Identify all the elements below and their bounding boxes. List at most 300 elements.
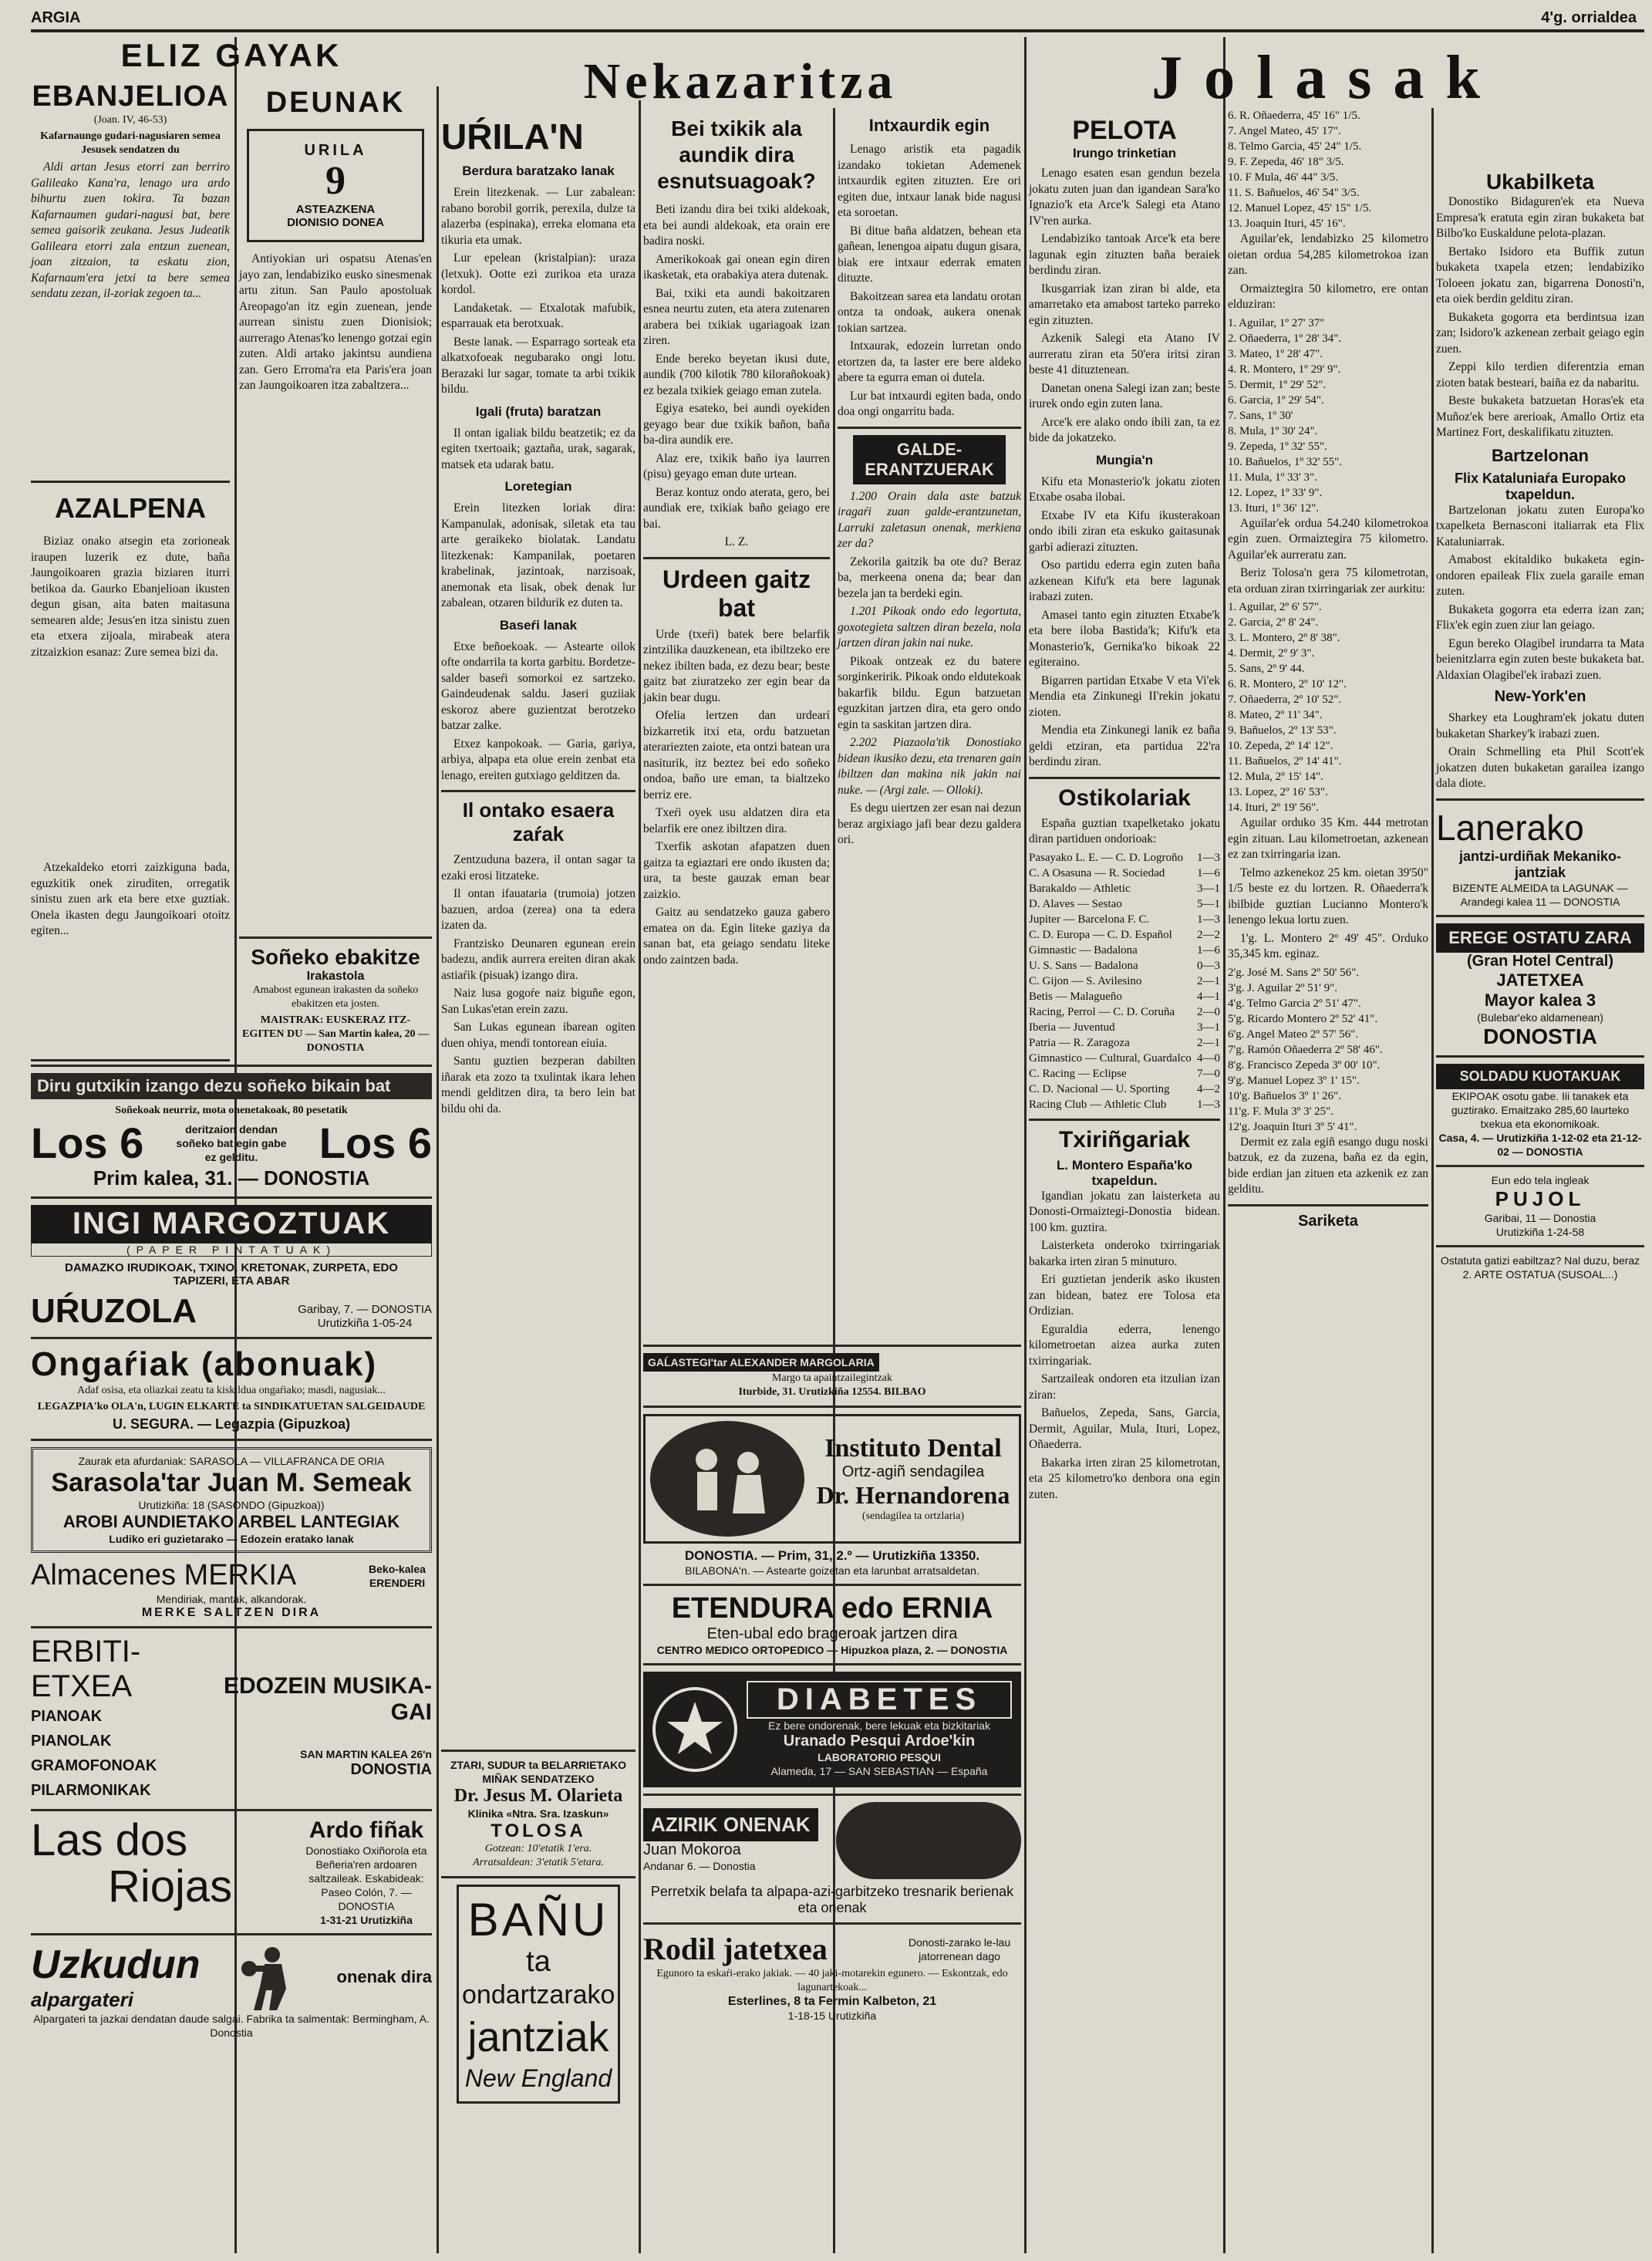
diru-ad-middle: deritzaion dendan soñeko bat egin gabe ez gelditu. [176, 1123, 287, 1163]
rodil-title: Rodil jatetxea [643, 1932, 828, 1966]
bei-text-6: Alaz ere, txikik baño iya laurren (pisu) geyago eman dute urtean. [643, 451, 830, 481]
diru-ad-title: Diru gutxikin izango dezu soñeko bikain bat [31, 1073, 432, 1099]
uruzola-row [31, 1292, 432, 1331]
mungia-text-4: Amasei tanto egin zituzten Etxabe'k eta bere iloba Bastida'k; Kifu'k eta Monasterio'k, Gernika'ko bikoak 22 egiteraino. [1029, 608, 1220, 669]
divider [441, 790, 636, 792]
etendura-title: ETENDURA edo ERNIA [671, 1592, 993, 1625]
azirik-title: AZIRIK ONENAK [643, 1808, 818, 1841]
rodil-address: Esterlines, 8 ta Fermin Kalbeton, 21 [727, 1995, 937, 2008]
dental-subtitle: Ortz-agiñ sendagilea [841, 1463, 985, 1480]
semeak-ad [31, 1447, 432, 1553]
ukab-text-9: Egun bereko Olagibel irundarra ta Mata beienitzlarra egin zuten beste bukaketa bat. Aldaxian Olagibel'ek irabazi zuen. [1436, 636, 1644, 682]
urila-section-4: Baseŕi lanak [499, 617, 578, 633]
result-score: 4—2 [1197, 1082, 1220, 1095]
mungia-title: Mungia'n [1096, 452, 1153, 467]
erege-city: DONOSTIA [1483, 1024, 1597, 1048]
divider [31, 1065, 432, 1067]
results-section-1: Ormaiztegira 50 kilometro, ere ontan elduziran: [1228, 282, 1428, 311]
semeak-name: Sarasola'tar Juan M. Semeak [51, 1468, 412, 1497]
azalpena-text: Biziaz onako atsegin eta zorioneak iraupen luzerik ez dute, baña Jaungoikoaren grazia biziaren iturri betikoa da. Gaurko Ebanjelioan ikusten degun gisan, aita baten maitasuna semearen alde; Jesus'en itza sinistu zuen eta etxera zijoala, mirabeak atera zitzaizkion esanaz: Zure semea bizi da. [31, 535, 230, 659]
txirr-text-4: Eguraldia ederra, lenengo kilometroetan aizea aurka zuten txirringariak. [1029, 1322, 1220, 1368]
azirik-left [643, 1808, 818, 1873]
deunak-text: Antiyokian uri ospatsu Atenas'en jayo zan, lendabiziko eusko sinesmenak artu zitun. San Paulo apostoluak Areopago'an itz egin zuenean, jende aurrean sinistu zuen Dionisiok; aurrerago Atenas'ko lenengo gotzai egin zuten. Aldi artako jakintsu aundiena zan. Gero Erroma'ra eta Paris'era joan zan Jaungoikoaren itza zabaltzera... [239, 252, 432, 392]
result-entry: 10'g. Bañuelos 3º 1' 26". [1228, 1089, 1342, 1102]
result-row [1029, 1051, 1220, 1066]
pelota-text-5: Danetan onena Salegi izan zan; beste irurek ondo egin zuten lana. [1029, 381, 1220, 410]
result-entry: 11. Bañuelos, 2º 14' 41". [1228, 755, 1342, 768]
intxaurdik-title: Intxaurdik egin [868, 116, 990, 135]
divider [1436, 1055, 1644, 1058]
uruzola-address: Garibay, 7. — DONOSTIA [298, 1303, 432, 1316]
result-entry: 3. Mateo, 1º 28' 47". [1228, 347, 1323, 360]
divider [838, 427, 1021, 429]
deunak-title: DEUNAK [265, 86, 406, 119]
result-score: 1—6 [1197, 866, 1220, 879]
uruzola-contact [298, 1303, 432, 1331]
result-score: 3—1 [1197, 882, 1220, 895]
result-score: 1—3 [1197, 851, 1220, 864]
divider [1436, 798, 1644, 801]
erbiti-right [214, 1635, 432, 1779]
soldadu-address: Casa, 4. — Urutizkiña 1-12-02 eta 21-12-02 — DONOSTIA [1438, 1131, 1642, 1158]
txirr-text-5: Sartzaileak ondoren eta itzulian izan ziran: [1029, 1372, 1220, 1402]
txirringariak-subtitle: L. Montero España'ko txapeldun. [1057, 1157, 1192, 1188]
result-entry: 10. F Mula, 46' 44" 3/5. [1228, 171, 1338, 184]
galdera-title: GALDE-ERANTZUERAK [853, 435, 1006, 484]
erbiti-ad [31, 1635, 432, 1803]
jolasak-banner-wrap [1041, 43, 1612, 113]
bei-txikik-title: Bei txikik ala aundik dira esnutsuagoak? [657, 116, 816, 193]
intx-text-4: Intxaurak, edozein lurretan ondo etortzen da, ta laster ere bere aldeko abere ta egurra eman oi dutela. [838, 339, 1021, 384]
divider [1029, 1119, 1220, 1121]
bei-text-4: Ende bereko beyetan ikusi dute, aundik (700 kilotik 780 kilorañokoak) ez bezala txikiek geiago eman zutela. [643, 352, 830, 397]
ukab-text-11: Orain Schmelling eta Phil Scott'ek jokatzen duten bukaketan garailea izango dala diote. [1436, 745, 1644, 790]
result-score: 2—2 [1197, 928, 1220, 941]
result-entry: 11. S. Bañuelos, 46' 54" 3/5. [1228, 187, 1360, 199]
pelota-title: PELOTA [1072, 116, 1177, 145]
esaera-2: Il ontan ifauataria (trumoia) jotzen bazuen, ardoa (zerea) ona ta edera izaten da. [441, 887, 636, 932]
result-match: Pasayako L. E. — C. D. Logroño [1029, 851, 1183, 864]
azirik-address: Andanar 6. — Donostia [643, 1860, 756, 1872]
result-entry: 9'g. Manuel Lopez 3º 1' 15". [1228, 1074, 1360, 1087]
dental-ad [643, 1414, 1021, 1544]
result-entry: 7. Angel Mateo, 45' 17". [1228, 125, 1341, 137]
azirik-ad [643, 1802, 1021, 1879]
uzkudun-subtitle: alpargateri [31, 1988, 133, 2011]
lanerako-subtitle: jantzi-urdiñak Mekaniko-jantziak [1458, 848, 1622, 880]
result-entry: 8. Mula, 1º 30' 24". [1228, 424, 1318, 437]
left-ads-block [31, 1058, 432, 2040]
result-entry: 12. Mula, 2º 15' 14". [1228, 771, 1323, 783]
diabetes-text [747, 1681, 1012, 1778]
sari-banaketa-title: Sariketa [1298, 1212, 1358, 1230]
riojas-phone: 1-31-21 Urutizkiña [320, 1914, 413, 1926]
result-entry: 3. L. Montero, 2º 8' 38". [1228, 632, 1340, 644]
riojas-left [31, 1817, 232, 1927]
result-entry: 4. Dermit, 2º 9' 3". [1228, 647, 1315, 660]
result-row [1029, 927, 1220, 943]
txirr-text-6: Bakarka irten ziran 25 kilometrotan, eta 25 kilometro'ko denbora ona egin zuten. [1029, 1456, 1220, 1501]
erbiti-item-4: PILARMONIKAK [31, 1782, 151, 1799]
erbiti-address: SAN MARTIN KALEA 26'n [300, 1748, 432, 1760]
seed-machine-illustration [836, 1802, 1021, 1879]
result-row [1029, 881, 1220, 896]
pelota-text-1: Lenago esaten esan gendun bezela jokatu zuten juan dan igandean Sara'ko Ignazio'k eta Arce'k Salegi eta Atano IV'ren aurka. [1029, 167, 1220, 228]
galdera-a2: Pikoak ontzeak ez du batere sorginkeririk. Pikoak ondo eldutekoak bakarfik bildu. Egun batzuetan eguzkitan jartzen dira, eta gero ondo egin ta saskitan jartzen dira. [838, 654, 1021, 731]
semeak-phone: Urutizkiña: 18 (SASONDO (Gipuzkoa)) [138, 1499, 325, 1511]
result-entry: 4. R. Montero, 1º 29' 9". [1228, 363, 1341, 376]
result-match: Barakaldo — Athletic [1029, 882, 1131, 895]
erbiti-tagline: EDOZEIN MUSIKA-GAI [224, 1673, 432, 1725]
divider [643, 1663, 1021, 1665]
bei-text-1: Beti izandu dira bei txiki aldekoak, eta bei aundi aldekoak, eta orain ere badira noski. [643, 203, 830, 248]
running-header [31, 2, 1644, 32]
semeak-top: Zaurak eta afurdaniak: SARASOLA — VILLAFRANCA DE ORIA [78, 1455, 385, 1467]
result-row [1029, 850, 1220, 866]
ukab-text-2: Bertako Isidoro eta Buffik zutun bukaketa txapela etzen; lendabiziko Toloeen jokatu zan, bigarrena Donosti'n, eta oiek berdin gelditu ziran. [1436, 245, 1644, 305]
result-match: Gimnastico — Cultural, Guardalco [1029, 1051, 1192, 1065]
results-text-6: 1'g. L. Montero 2º 49' 45". Orduko 35,345 km. eginaz. [1228, 931, 1428, 960]
divider [643, 1345, 1021, 1347]
urila-text-6: Erein litezken loriak dira: Kampanulak, adonisak, siletak eta tau arte geraikeko biolatak. Landatu litezkenak: Kampanilak, poetaren krabelinak, jazintoak, narzisoak, anemonak eta lisak, obek denak lur zabalean, otzaren bildurik ez duten ta. [441, 501, 636, 609]
result-entry: 8. Mateo, 2º 11' 34". [1228, 709, 1323, 721]
result-row [1029, 974, 1220, 989]
ukab-text-6: Bartzelonan jokatu zuten Europa'ko txapelketa Bernasconi italiarrak eta Flix Kataluniarrak. [1436, 503, 1644, 548]
galdera-q3: 2.202 Piazaola'tik Donostiako bidean ikusiko dezu, eta trenaren gain ibiltzen dan makina nik jakin nai nuke. — (Argi zale. — Olloki). [838, 736, 1021, 797]
dental-note: (sendagilea ta ortzlaria) [861, 1510, 965, 1522]
results-list-2 [1228, 599, 1428, 815]
result-row [1029, 896, 1220, 912]
result-entry: 12'g. Joaquin Ituri 3º 5' 41". [1228, 1120, 1357, 1133]
urila-text-8: Etxez kanpokoak. — Garia, gariya, arbiya, alpapa eta olue erein zenbat eta lenago, ereiten gutxiago gelditzen da. [441, 737, 636, 782]
result-entry: 12. Manuel Lopez, 45' 15" 1/5. [1228, 202, 1372, 214]
txirr-text-3: Eri guztietan jenderik asko ikusten zan bidean, batez ere Tolosa eta Ordizian. [1029, 1273, 1220, 1318]
lanerako-title: Lanerako [1436, 807, 1584, 848]
bottom-right-line: Ostatuta gatizi eabiltzaz? Nal duzu, beraz 2. ARTE OSTATUA (SUSOAL...) [1440, 1254, 1640, 1281]
result-row [1029, 1082, 1220, 1097]
esaera-3: Frantzisko Deunaren egunean erein badezu, andik aurrera ereiten diran akak astiaŕik (pisuak) izango dira. [441, 936, 636, 982]
txirr-text-2: Laisterketa onderoko txirringariak bakarka irten ziran 5 minuturo. [1029, 1239, 1220, 1268]
banu-ad [457, 1885, 620, 2104]
esaera-1: Zentzuduna bazera, il ontan sagar ta ezaki erosi litzateke. [441, 853, 636, 882]
result-entry: 2. Oñaederra, 1º 28' 34". [1228, 332, 1342, 345]
bei-text-5: Egiya esateko, bei aundi oyekiden geyago bear due txikik bañon, baña ba-dira aundik ere. [643, 402, 830, 447]
galdera-q1: 1.200 Orain dala aste batzuk iragaŕi zuan galde-erantzunetan, Larruki zaletasun onenak, merkiena zer da? [838, 489, 1021, 550]
erege-subtitle: (Gran Hotel Central) [1466, 952, 1614, 970]
soldadu-text: EKIPOAK osotu gabe. Iii tanakek eta guztirako. Emaitzako 285,60 laurteko txekua eta ekonomikoak. [1451, 1089, 1630, 1130]
bei-signature: L. Z. [724, 535, 749, 548]
diabetes-maker: LABORATORIO PESQUI [818, 1751, 941, 1763]
boxer-icon [226, 1942, 311, 2012]
margolaria-title: GAĹASTEGI'tar ALEXANDER MARGOLARIA [643, 1353, 879, 1372]
result-entry: 13. Joaquin Ituri, 45' 16". [1228, 218, 1346, 230]
divider [441, 1876, 636, 1878]
result-entry: 6. R. Oñaederra, 45' 16" 1/5. [1228, 110, 1360, 122]
result-match: D. Alaves — Sestao [1029, 897, 1122, 910]
flix-title: Flix Kataluniaŕa Europako txapeldun. [1454, 470, 1627, 502]
result-entry: 5'g. Ricardo Montero 2º 52' 41". [1228, 1012, 1378, 1025]
result-match: Jupiter — Barcelona F. C. [1029, 913, 1150, 926]
result-row [1029, 989, 1220, 1004]
pujol-phone: Urutizkiña 1-24-58 [1495, 1225, 1585, 1238]
result-row [1029, 866, 1220, 881]
semeak-footer: Ludiko eri guzietarako — Edozein eratako lanak [109, 1533, 354, 1545]
bei-text-3: Bai, txiki eta aundi bakoitzaren esnea neurtu zuten, eta atera zutenaren arabera bei txikiak ugariagoak izan ziren. [643, 286, 830, 347]
result-row [1029, 1097, 1220, 1112]
result-entry: 11'g. F. Mula 3º 3' 25". [1228, 1105, 1333, 1118]
column-rule [1223, 37, 1226, 2253]
boxer-illustration [222, 1942, 315, 2012]
result-entry: 7. Sans, 1º 30' [1228, 409, 1293, 422]
divider [1436, 1165, 1644, 1167]
divider [31, 1439, 432, 1441]
pujol-address: Garibai, 11 — Donostia [1484, 1211, 1596, 1224]
result-score: 1—3 [1197, 913, 1220, 926]
urila-text-5: Il ontan igaliak bildu beatzetik; ez da egiten txertoaik; gaztaña, urak, sagarak, matsek eta udarak batu. [441, 426, 636, 471]
galdera-q2: 1.201 Pikoak ondo edo legortuta, goxotegieta saltzen diran bezela, nola jartzen diran jakin nai nuke. [838, 605, 1021, 650]
esaera-4: Naiz lusa gogoŕe naiz biguñe egon, San Lukas'etan erein zazu. [441, 987, 636, 1016]
ongariak-title: Ongaŕiak (abonuak) [31, 1345, 378, 1383]
result-score: 3—1 [1197, 1021, 1220, 1034]
uzkudun-footer: Alpargateri ta jazkai dendatan daude salgai. Fabrika ta salmentak: Bermingham, A. Donostia [33, 2013, 430, 2039]
banu-line-3: ondartzarako [462, 1980, 615, 2010]
merkia-title: Almacenes MERKIA [31, 1559, 297, 1591]
nekazaritza-banner: Nekazaritza [583, 53, 898, 110]
result-entry: 2'g. José M. Sans 2º 50' 56". [1228, 966, 1359, 979]
ongariak-line: Adaf osisa, eta oliazkai zeatu ta kiskildua ongaŕiako; masdi, nagusiak... [77, 1385, 386, 1396]
riojas-side: Ardo fiñak [308, 1817, 424, 1843]
dental-bilabona: BILABONA'n. — Astearte goizetan eta larunbat arratsaldetan. [685, 1564, 979, 1577]
result-entry: 5. Sans, 2º 9' 44. [1228, 663, 1305, 675]
result-score: 5—1 [1197, 897, 1220, 910]
uzkudun-side: onenak dira [336, 1966, 432, 1986]
divider [643, 557, 830, 559]
semeak-line: AROBI AUNDIETAKO ARBEL LANTEGIAK [62, 1512, 400, 1531]
result-row [1029, 1020, 1220, 1035]
urila-text-1: Erein litezkenak. — Lur zabalean: rabano borobil gorrik, perexila, dulze ta alazerba (espinaka), erreka elomana eta tikuria eta umak. [441, 186, 636, 247]
ostikolariak-title: Ostikolariak [1058, 785, 1191, 811]
divider [31, 1626, 432, 1628]
soldadu-title: SOLDADU KUOTAKUAK [1436, 1064, 1644, 1089]
urila-section-3: Loretegian [504, 479, 572, 494]
pelota-text-3: Ikusgarriak izan ziran bi alde, eta amarretako eta amabost tarteko parreko egin zituzten. [1029, 282, 1220, 327]
urila-section-2: Igali (fruta) baratzan [475, 403, 602, 419]
soneko-title: Soñeko ebakitze [251, 945, 420, 969]
results-text-2: Aguilar'ek ordua 54.240 kilometrokoa egin zuen. Ormaiztegira 75 kilometro. Aguilar'ek aurreratu zan. [1228, 516, 1428, 562]
result-match: C. D. Europa — C. D. Español [1029, 928, 1172, 941]
result-score: 2—1 [1197, 974, 1220, 987]
galdera-a3: Es degu uiertzen zer esan nai dezun beraz argixiago jafi bear dezu galdera ori. [838, 801, 1021, 846]
result-entry: 10. Zepeda, 2º 14' 12". [1228, 740, 1333, 752]
riojas-title-2: Riojas [108, 1861, 233, 1912]
result-entry: 9. Zepeda, 1º 32' 55". [1228, 440, 1327, 453]
riojas-title-1: Las dos [31, 1815, 188, 1865]
saint-calendar-box [247, 129, 424, 242]
result-match: Racing Club — Athletic Club [1029, 1098, 1167, 1111]
txirr-names: Bañuelos, Zepeda, Sans, Garcia, Dermit, Aguilar, Mula, Ituri, Lopez, Oñaederra. [1029, 1406, 1220, 1451]
pelota-text-4: Azkenik Salegi eta Atano IV aurreratu ziran eta 50'era iritsi ziran beste 41 dituztenean. [1029, 332, 1220, 376]
divider [1228, 1204, 1428, 1206]
erege-street: Mayor kalea 3 [1484, 990, 1596, 1010]
result-entry: 9. F. Zepeda, 46' 18" 3/5. [1228, 156, 1344, 168]
ukab-text-3: Bukaketa gogorra eta berdintsua izan zan; Isidoro'k azkenean zerbait geiago egin zuen. [1436, 310, 1644, 356]
esaera-title: Il ontako esaera zaŕak [462, 798, 615, 845]
bei-text-7: Beraz kontuz ondo aterata, gero, bei aundiak ere, txikiak baño geiago ere bai. [643, 485, 830, 531]
uzkudun-title: Uzkudun [31, 1942, 201, 1987]
jolasak-banner: Jolasak [1151, 44, 1502, 112]
urdeen-text-4: Txerfik askotan afapatzen duen gaitza ta egiaztari ere ondo ikusten da; ura, ta beste gauzak eman bear zaizkio. [643, 840, 830, 901]
result-entry: 13. Ituri, 1º 36' 12". [1228, 501, 1320, 515]
result-score: 2—1 [1197, 1036, 1220, 1049]
star-icon [664, 1699, 726, 1760]
banu-line-1: BAÑU [467, 1894, 609, 1945]
mungia-text-2: Etxabe IV eta Kifu ikusterakoan ondo ibili ziran eta eskuko gaitasunak garbi adierazi zituzten. [1029, 508, 1220, 554]
result-score: 1—6 [1197, 943, 1220, 957]
urila-text-3: Landaketak. — Etxalotak mafubik, esparrauak eta berotxuak. [441, 301, 636, 330]
divider [1436, 915, 1644, 917]
divider [1029, 777, 1220, 779]
result-row [1029, 958, 1220, 974]
page-number: 4'g. orrialdea [1541, 9, 1637, 26]
ukab-text-4: Zeppi kilo terdien diferentzia eman zioten batak besteari, baiña ez da nabaritu. [1436, 360, 1644, 390]
results-list-1 [1228, 316, 1428, 516]
txirringariak-title: Txiriñgariak [1058, 1126, 1191, 1152]
pelota-subtitle: Irungo trinketian [1072, 146, 1177, 160]
olarieta-clinic: Klinika «Ntra. Sra. Izaskun» [467, 1807, 609, 1820]
olarieta-head: ZTARI, SUDUR ta BELARRIETAKO MIÑAK SENDATZEKO [450, 1759, 627, 1785]
erbiti-title: ERBITI-ETXEA [31, 1635, 141, 1703]
result-entry: 1. Aguilar, 1º 27' 37" [1228, 316, 1325, 329]
result-score: 4—1 [1197, 990, 1220, 1003]
ukab-text-10: Sharkey eta Loughram'ek jokatu duten bukaketan Sharkey'k irabazi zuen. [1436, 711, 1644, 741]
newyork-title: New-York'en [1494, 688, 1586, 705]
pujol-pre: Eun edo tela ingleak [1491, 1173, 1590, 1186]
intx-text-3: Bakoitzean sarea eta landatu orotan ontza ta ondoak, aukera onenak tokian sartzea. [838, 289, 1021, 335]
result-entry: 5. Dermit, 1º 29' 52". [1228, 378, 1327, 391]
results-text-3: Beriz Tolosa'n gera 75 kilometrotan, eta orduan ziran txirringariak zer aurkitu: [1228, 566, 1428, 596]
results-text-7: Dermit ez zala egiñ esango dugu noski batzuk, ez da zuzena, baña ez da egin, bide erdian jan zituen eta azkenik ez zan gelditu. [1228, 1135, 1428, 1196]
urila-title: UŔILA'N [441, 116, 584, 157]
divider [31, 1933, 432, 1935]
rodil-ad [643, 1931, 1021, 1967]
result-entry: 9. Bañuelos, 2º 13' 53". [1228, 724, 1337, 737]
result-entry: 14. Ituri, 2º 19' 56". [1228, 801, 1320, 814]
urila-section-1: Berdura baratzako lanak [462, 164, 615, 178]
urila-text-2: Lur epelean (kristalpian): uraza (letxuk). Ootte ezi zurikoa eta uraza kordol. [441, 251, 636, 296]
lanerako-address: BIZENTE ALMEIDA ta LAGUNAK — Arandegi kalea 11 — DONOSTIA [1452, 881, 1628, 908]
results-list-top [1228, 108, 1428, 231]
esaera-6: Santu guztien bezperan dabilten iñarak eta zozo ta txulintak ikara lehen mendi gelditzen dira, ta bero lein bat bildu ohi da. [441, 1055, 636, 1115]
uruzola-title: UŔUZOLA [31, 1292, 197, 1330]
result-entry: 12. Lopez, 1º 33' 9". [1228, 486, 1323, 499]
urdeen-text-3: Txeŕi oyek usu aldatzen dira eta belarfik ere onez ibiltzen dira. [643, 806, 830, 835]
rodil-line: Egunoro ta eskaŕi-erako jakiak. — 40 jaki-motarekin egunero. — Eskontzak, edo lagunartekoak... [656, 1968, 1008, 1993]
intx-text-5: Lur bat intxaurdi egiten bada, ondo doa ongi ongarritu bada. [838, 389, 1021, 418]
pujol-name: PUJOL [1495, 1186, 1586, 1210]
column-rule [1431, 108, 1434, 2253]
erbiti-left [31, 1635, 214, 1803]
perretxiko-line: Perretxik belafa ta alpapa-azi-garbitzeko tresnarik berienak eta onenak [650, 1884, 1014, 1915]
azalpena-title: AZALPENA [55, 492, 206, 524]
margolaria-line: Margo ta apaintzailegintzak [771, 1372, 892, 1384]
result-score: 2—0 [1197, 1005, 1220, 1018]
result-match: C. A Osasuna — R. Sociedad [1029, 866, 1165, 879]
olarieta-ad [441, 1743, 636, 2110]
calendar-day: 9 [325, 159, 346, 203]
ukab-text-1: Donostiko Bidaguren'ek eta Nueva Empresa'k eratuta egin ziran bukaketa bat Bilbo'ko Euskaldune pelota-plazan. [1436, 195, 1644, 240]
olarieta-hours-1: Gotzean: 10'etatik 1'era. [484, 1843, 592, 1854]
result-match: Iberia — Juventud [1029, 1021, 1115, 1034]
diabetes-subtitle: Ez bere ondorenak, bere lekuak eta bizkitariak [768, 1719, 990, 1732]
rodil-phone: 1-18-15 Urutizkiña [787, 2010, 877, 2022]
result-match: C. Gijon — S. Avilesino [1029, 974, 1142, 987]
result-score: 0—3 [1197, 959, 1220, 972]
calendar-saint: DIONISIO DONEA [287, 216, 384, 229]
result-entry: 7. Oñaederra, 2º 10' 52". [1228, 693, 1342, 706]
riojas-address: Donostiako Oxiñorola eta Beñeria'ren ardoaren saltzaileak. Eskabideak: Paseo Colón, 7. — DONOSTIA [305, 1844, 427, 1912]
result-match: Gimnastic — Badalona [1029, 943, 1138, 957]
ebanjelioa-subtitle: Kafarnaungo gudari-nagusiaren semea Jesusek sendatzen du [40, 130, 221, 156]
results-text-1: Aguilar'ek, lendabizko 25 kilometro oietan ordua 54,285 kilometrokoa izan zan. [1228, 232, 1428, 277]
erege-jatetxea: JATETXEA [1496, 970, 1584, 990]
ingi-subtitle: (PAPER PINTATUAK) [31, 1243, 432, 1257]
ongariak-footer: U. SEGURA. — Legazpia (Gipuzkoa) [112, 1416, 351, 1432]
result-entry: 2. Garcia, 2º 8' 24". [1228, 616, 1319, 629]
ongariak-who: LEGAZPIA'ko OLA'n, LUGIN ELKARTE ta SINDIKATUETAN SALGEIDAUDE [37, 1401, 426, 1412]
result-entry: 7'g. Ramón Oñaederra 2º 58' 46". [1228, 1043, 1383, 1056]
pelota-text-6: Arce'k ere alako ondo ibili zan, ta ez bide da jokatzeko. [1029, 415, 1220, 444]
urdeen-text-5: Gaitz au sendatzeko gauza gabero ematea on da. Egin liteke gaziya da sanan bat, eta geiago sendatu liteke ondo zaintzen bada. [643, 906, 830, 967]
result-row [1029, 943, 1220, 958]
banu-line-4: jantziak [467, 2014, 609, 2060]
calendar-weekday: ASTEAZKENA [295, 203, 376, 216]
rodil-side: Donosti-zarako le-lau jatorrenean dago [908, 1935, 1011, 1962]
olarieta-hours-2: Arratsaldean: 3'etatik 5'etara. [473, 1857, 604, 1868]
upa-logo [652, 1687, 737, 1772]
result-entry: 13. Lopez, 2º 16' 53". [1228, 786, 1328, 798]
dental-doctor: Dr. Hernandorena [816, 1481, 1010, 1509]
esaera-5: San Lukas egunean ibarean ogiten duen ohiya, mendi tontorean eiuia. [441, 1021, 636, 1050]
result-entry: 3'g. J. Aguilar 2º 51' 9". [1228, 981, 1338, 994]
eliz-gayak-banner: ELIZ GAYAK [120, 37, 342, 73]
dentist-icon [669, 1436, 785, 1521]
ukabilketa-column [1436, 108, 1644, 2253]
results-text-4: Aguilar orduko 35 Km. 444 metrotan egin zituan. Lau kilometroetan, azkenean ez zan txirringaria izan. [1228, 816, 1428, 861]
result-entry: 1. Aguilar, 2º 6' 57". [1228, 601, 1322, 613]
olarieta-city: TOLOSA [491, 1821, 586, 1841]
result-row [1029, 912, 1220, 927]
erbiti-item-2: PIANOLAK [31, 1733, 112, 1750]
banu-line-5: New England [464, 2064, 612, 2092]
margolaria-address: Iturbide, 31. Urutizkiña 12554. BILBAO [738, 1386, 926, 1398]
result-row [1029, 1004, 1220, 1020]
dental-title: Instituto Dental [824, 1434, 1002, 1463]
divider [643, 1922, 1021, 1925]
banu-line-2: ta [526, 1945, 551, 1978]
merkia-line2: MERKE SALTZEN DIRA [141, 1606, 322, 1619]
result-entry: 8'g. Francisco Zepeda 3º 00' 10". [1228, 1058, 1381, 1071]
result-match: Racing, Perrol — C. D. Coruña [1029, 1005, 1175, 1018]
riojas-ad [31, 1817, 432, 1927]
results-list-3 [1228, 965, 1428, 1135]
column-rule [639, 100, 641, 2253]
divider [1436, 1245, 1644, 1247]
dental-illustration [650, 1421, 804, 1537]
etendura-subtitle: Eten-ubal edo brageroak jartzen dira [706, 1625, 958, 1642]
diabetes-product: Uranado Pesqui Ardoe'kin [783, 1733, 976, 1750]
bei-text-2: Amerikokoak gai onean egin diren ikasketak, eta orabakiya atera dutenak. [643, 252, 830, 282]
result-entry: 4'g. Telmo Garcia 2º 51' 47". [1228, 997, 1361, 1010]
